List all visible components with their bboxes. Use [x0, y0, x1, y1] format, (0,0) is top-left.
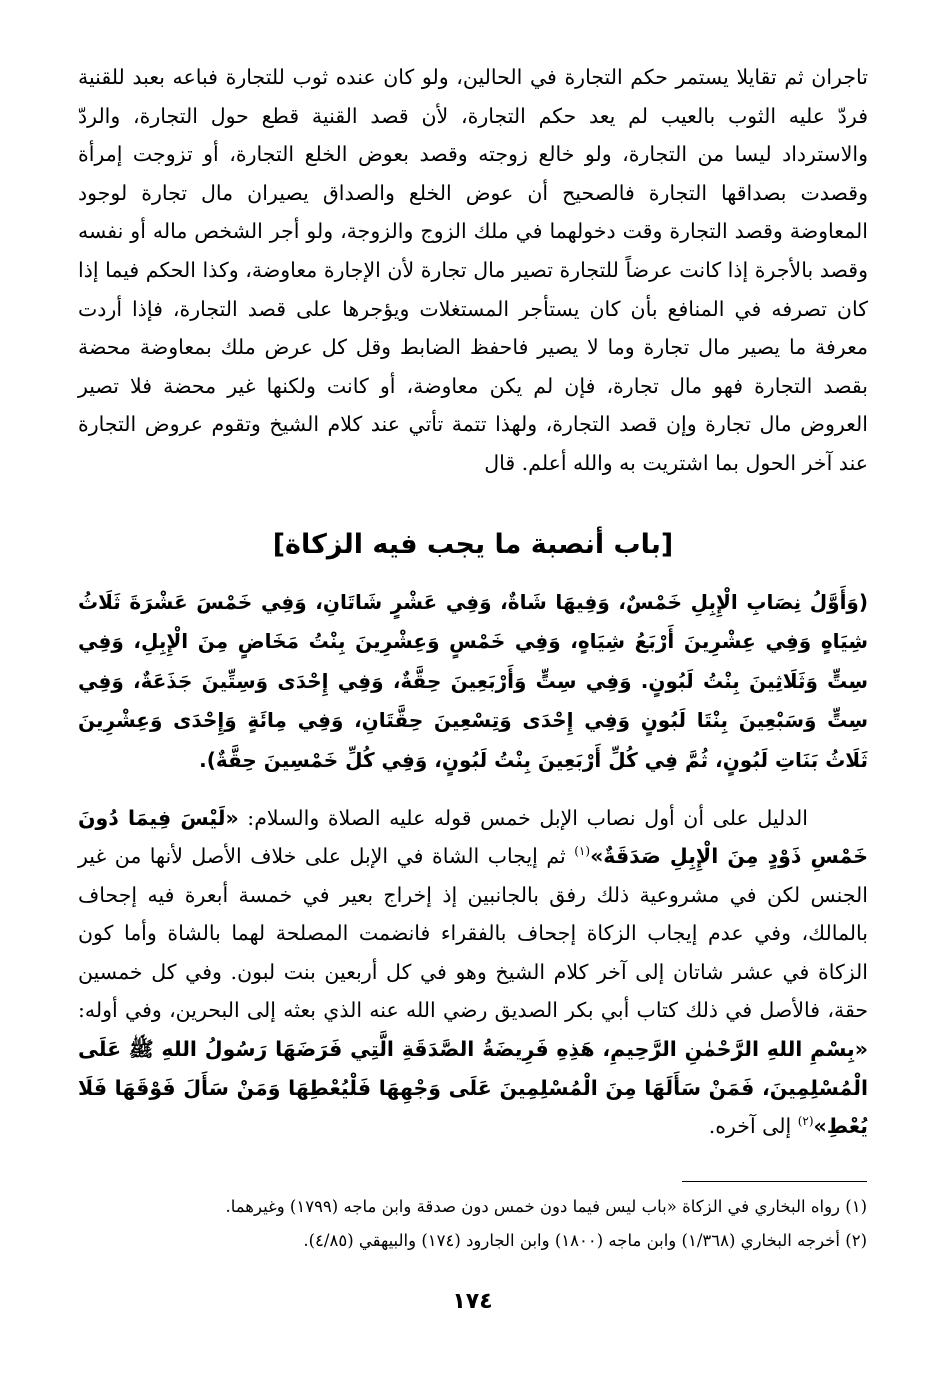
- matn-paragraph: (وَأَوَّلُ نِصَابِ الْإِبِلِ خَمْسٌ، وَفِيهَا شَاةٌ، وَفِي عَشْرٍ شَاتَانِ، وَفِي خَمْسَ عَشْرَةَ ثَلَاثُ شِيَاهٍ وَفِي عِشْرِينَ أَرْبَعُ شِيَاهٍ، وَفِي خَمْسٍ وَعِشْرِينَ بِنْتُ مَخَاضٍ مِنَ الْإِبِلِ، وَفِي سِتٍّ وَثَلَاثِينَ بِنْتُ لَبُونٍ. وَفِي سِتٍّ وَأَرْبَعِينَ حِقَّةٌ، وَفِي إِحْدَى وَسِتِّينَ جَذَعَةٌ، وَفِي سِتٍّ وَسَبْعِينَ بِنْتَا لَبُونٍ وَفِي إِحْدَى وَتِسْعِينَ حِقَّتَانِ، وَفِي مِائَةٍ وَإِحْدَى وَعِشْرِينَ ثَلَاثُ بَنَاتِ لَبُونٍ، ثُمَّ فِي كُلِّ أَرْبَعِينَ بِنْتُ لَبُونٍ، وَفِي كُلِّ خَمْسِينَ حِقَّةٌ).: [78, 589, 868, 772]
- footnote-1: (١) رواه البخاري في الزكاة «باب ليس فيما دون خمس دون صدقة وابن ماجه (١٧٩٩) وغيرهما.: [225, 1197, 867, 1216]
- commentary-paragraph: [78, 799, 868, 1146]
- hadith-quote-1: «لَيْسَ فِيمَا دُونَ خَمْسِ ذَوْدٍ مِنَ الْإِبِلِ صَدَقَةٌ»: [78, 805, 868, 869]
- commentary-text-1: الدليل على أن أول نصاب الإبل خمس قوله عليه الصلاة والسلام:: [238, 805, 808, 830]
- page-number: ١٧٤: [452, 1289, 493, 1314]
- footnotes: [77, 1190, 867, 1258]
- footnote-ref-2: (٢): [797, 1114, 814, 1129]
- footnote-2: (٢) أخرجه البخاري (١/٣٦٨) وابن ماجه (١٨٠٠) وابن الجارود (١٧٤) والبيهقي (٤/٨٥).: [303, 1231, 867, 1250]
- hadith-quote-2: «بِسْمِ اللهِ الرَّحْمٰنِ الرَّحِيمِ، هَذِهِ فَرِيضَةُ الصَّدَقَةِ الَّتِي فَرَضَهَا رَسُولُ اللهِ ﷺ عَلَى الْمُسْلِمِينَ، فَمَنْ سَأَلَهَا مِنَ الْمُسْلِمِينَ عَلَى وَجْهِهَا فَلْيُعْطِهَا وَمَنْ سَأَلَ فَوْقَهَا فَلَا يُعْطِ»: [78, 1037, 868, 1139]
- intro-paragraph: تاجران ثم تقايلا يستمر حكم التجارة في الحالين، ولو كان عنده ثوب للتجارة فباعه بعبد للقنية فردّ عليه الثوب بالعيب لم يعد حكم التجارة، لأن قصد القنية قطع حول التجارة، والردّ والاسترداد ليسا من التجارة، ولو خالع زوجته وقصد بعوض الخلع التجارة، أو تزوجت إمرأة وقصدت بصداقها التجارة فالصحيح أن عوض الخلع والصداق يصيران مال تجارة لوجود المعاوضة وقصد التجارة وقت دخولهما في ملك الزوج والزوجة، ولو أجر الشخص ماله أو نفسه وقصد بالأجرة إذا كانت عرضاً للتجارة تصير مال تجارة لأن الإجارة معاوضة، وكذا الحكم فيما إذا كان تصرفه في المنافع بأن كان يستأجر المستغلات ويؤجرها على قصد التجارة، فإذا أردت معرفة ما يصير مال تجارة وما لا يصير فاحفظ الضابط وقل كل عرض ملك بمعاوضة محضة بقصد التجارة فهو مال تجارة، فإن لم يكن معاوضة، أو كانت ولكنها غير محضة فلا تصير العروض مال تجارة وإن قصد التجارة، ولهذا تتمة تأتي عند كلام الشيخ وتقوم عروض التجارة عند آخر الحول بما اشتريت به والله أعلم. قال: [78, 65, 868, 475]
- footnote-ref-1: (١): [574, 844, 591, 859]
- section-heading: [باب أنصبة ما يجب فيه الزكاة]: [272, 528, 674, 560]
- footnote-divider: [682, 1181, 867, 1182]
- commentary-text-3: إلى آخره.: [708, 1114, 798, 1139]
- commentary-text-2: ثم إيجاب الشاة في الإبل على خلاف الأصل لأنها من غير الجنس لكن في مشروعية ذلك رفق بالجانبين إذ إخراج بعير في خمسة أبعرة فيه إجحاف بالمالك، وفي عدم إيجاب الزكاة إجحاف بالفقراء فانضمت المصلحة لهما بالشاة وأما كون الزكاة في عشر شاتان إلى آخر كلام الشيخ وهو في كل أربعين بنت لبون. وفي كل خمسين حقة، فالأصل في ذلك كتاب أبي بكر الصديق رضي الله عنه الذي بعثه إلى البحرين، وفي أوله:: [78, 844, 868, 1023]
- page-body: [78, 58, 868, 1146]
